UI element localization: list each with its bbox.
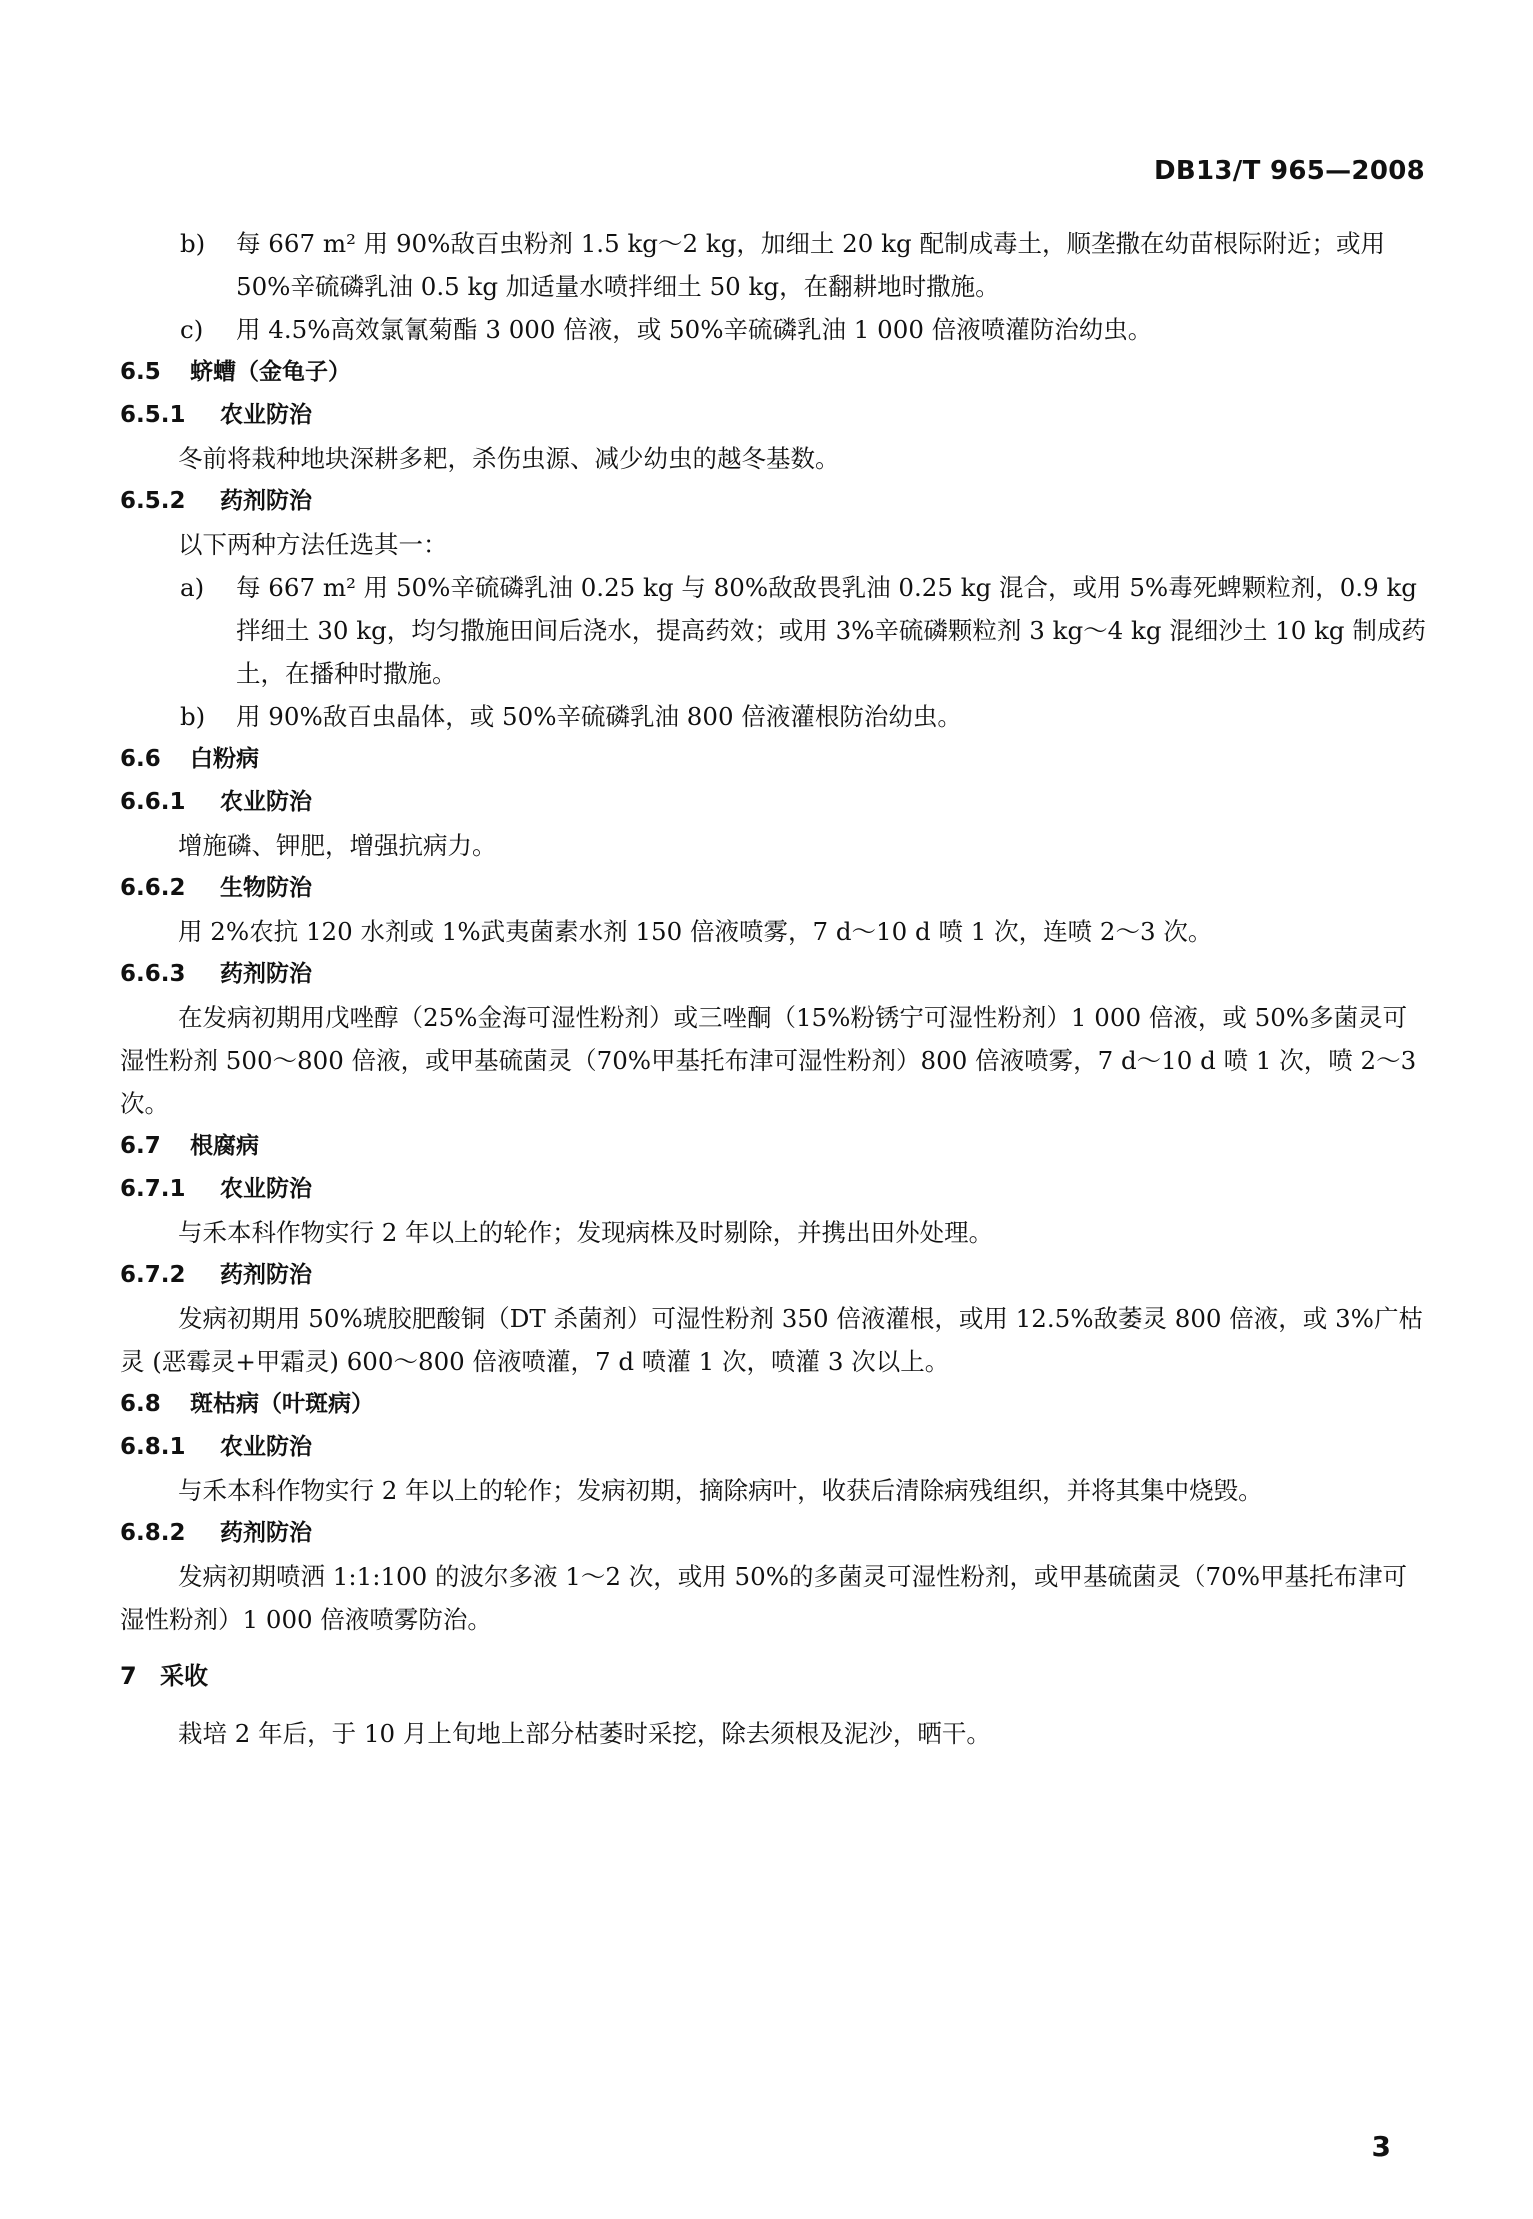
subsection-heading [120,1125,1430,1168]
paragraph: 发病初期用 50%琥胶肥酸铜（DT 杀菌剂）可湿性粉剂 350 倍液灌根，或用 12.5%敌萎灵 800 倍液，或 3%广枯灵 (恶霉灵+甲霜灵) 600～800 倍液喷灌，7 d 喷灌 1 次，喷灌 3 次以上。 [120,1304,1423,1376]
heading-number: 6.6 [120,746,161,772]
list-item-text: 每 667 m² 用 90%敌百虫粉剂 1.5 kg～2 kg，加细土 20 kg 配制成毒土，顺垄撒在幼苗根际附近；或用 50%辛硫磷乳油 0.5 kg 加适量水喷拌细土 50 kg，在翻耕地时撒施。 [236,229,1385,301]
list-item-text: 每 667 m² 用 50%辛硫磷乳油 0.25 kg 与 80%敌敌畏乳油 0.25 kg 混合，或用 5%毒死蜱颗粒剂，0.9 kg 拌细土 30 kg，均匀撒施田间后浇水，提高药效；或用 3%辛硫磷颗粒剂 3 kg～4 kg 混细沙土 10 kg 制成药土，在播种时撒施。 [236,573,1426,688]
heading-title: 农业防治 [220,402,312,428]
list-item [120,222,1430,308]
section-heading [120,1655,1430,1698]
clause-heading [120,1254,1430,1297]
heading-number: 7 [120,1662,137,1690]
heading-number: 6.5.2 [120,488,186,514]
clause-heading [120,1512,1430,1555]
heading-title: 生物防治 [220,875,312,901]
heading-title: 斑枯病（叶斑病） [190,1391,374,1417]
paragraph: 用 2%农抗 120 水剂或 1%武夷菌素水剂 150 倍液喷雾，7 d～10 d 喷 1 次，连喷 2～3 次。 [178,917,1213,946]
heading-title: 药剂防治 [220,1262,312,1288]
heading-title: 药剂防治 [220,1520,312,1546]
list-item-label: c) [180,315,204,344]
clause-heading [120,1168,1430,1211]
subsection-heading [120,738,1430,781]
list-item-text: 用 4.5%高效氯氰菊酯 3 000 倍液，或 50%辛硫磷乳油 1 000 倍液喷灌防治幼虫。 [236,315,1153,344]
list-item-text: 用 90%敌百虫晶体，或 50%辛硫磷乳油 800 倍液灌根防治幼虫。 [236,702,962,731]
heading-number: 6.6.2 [120,875,186,901]
clause-heading [120,1426,1430,1469]
heading-number: 6.8.1 [120,1434,186,1460]
heading-title: 药剂防治 [220,961,312,987]
paragraph: 栽培 2 年后，于 10 月上旬地上部分枯萎时采挖，除去须根及泥沙，晒干。 [178,1719,991,1748]
list-item-label: b) [180,702,206,731]
heading-title: 药剂防治 [220,488,312,514]
paragraph: 与禾本科作物实行 2 年以上的轮作；发病初期，摘除病叶，收获后清除病残组织，并将其集中烧毁。 [178,1476,1263,1505]
heading-title: 农业防治 [220,1176,312,1202]
subsection-heading [120,1383,1430,1426]
heading-title: 采收 [160,1662,208,1690]
document-code: DB13/T 965—2008 [1154,156,1425,186]
document-body [120,222,1430,1755]
heading-number: 6.8 [120,1391,161,1417]
clause-heading [120,781,1430,824]
heading-number: 6.8.2 [120,1520,186,1546]
heading-number: 6.7.1 [120,1176,186,1202]
list-item [120,695,1430,738]
subsection-heading [120,351,1430,394]
paragraph: 发病初期喷洒 1:1:100 的波尔多液 1～2 次，或用 50%的多菌灵可湿性粉剂，或甲基硫菌灵（70%甲基托布津可湿性粉剂）1 000 倍液喷雾防治。 [120,1562,1407,1634]
paragraph: 与禾本科作物实行 2 年以上的轮作；发现病株及时剔除，并携出田外处理。 [178,1218,994,1247]
heading-number: 6.5 [120,359,161,385]
heading-number: 6.6.3 [120,961,186,987]
paragraph: 在发病初期用戊唑醇（25%金海可湿性粉剂）或三唑酮（15%粉锈宁可湿性粉剂）1 000 倍液，或 50%多菌灵可湿性粉剂 500～800 倍液，或甲基硫菌灵（70%甲基托布津可湿性粉剂）800 倍液喷雾，7 d～10 d 喷 1 次，喷 2～3 次。 [120,1003,1417,1118]
heading-title: 蛴螬（金龟子） [190,359,351,385]
heading-title: 农业防治 [220,789,312,815]
heading-number: 6.7.2 [120,1262,186,1288]
paragraph: 冬前将栽种地块深耕多耙，杀伤虫源、减少幼虫的越冬基数。 [178,444,840,473]
page-number: 3 [1371,2130,1391,2163]
heading-title: 白粉病 [190,746,259,772]
list-item [120,566,1430,695]
heading-number: 6.7 [120,1133,161,1159]
list-item-label: a) [180,573,205,602]
heading-title: 农业防治 [220,1434,312,1460]
paragraph: 以下两种方法任选其一： [178,530,448,559]
list-item [120,308,1430,351]
clause-heading [120,480,1430,523]
clause-heading [120,867,1430,910]
heading-number: 6.6.1 [120,789,186,815]
paragraph: 增施磷、钾肥，增强抗病力。 [178,831,497,860]
heading-title: 根腐病 [190,1133,259,1159]
clause-heading [120,953,1430,996]
list-item-label: b) [180,229,206,258]
clause-heading [120,394,1430,437]
heading-number: 6.5.1 [120,402,186,428]
